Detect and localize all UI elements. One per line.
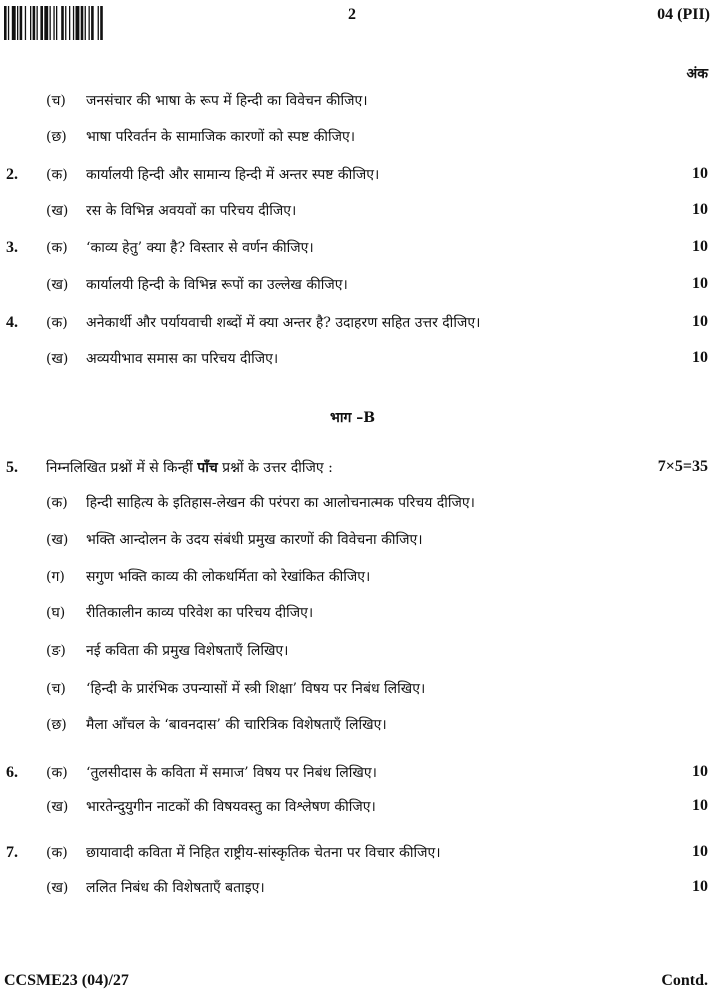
sub-question-label: (क) <box>46 240 68 256</box>
question-text: कार्यालयी हिन्दी और सामान्य हिन्दी में अन्तर स्पष्ट कीजिए। <box>86 167 380 183</box>
sub-question-label: (ख) <box>46 799 69 815</box>
intro-text: निम्नलिखित प्रश्नों में से किन्हीं <box>46 460 198 476</box>
question-number: 6. <box>6 764 18 781</box>
question-number: 4. <box>6 314 18 331</box>
section-title: भाग –B <box>330 410 376 426</box>
question-number: 7. <box>6 844 18 861</box>
question-text: अनेकार्थी और पर्यायवाची शब्दों में क्या अन्तर है? उदाहरण सहित उत्तर दीजिए। <box>86 315 481 331</box>
page-number: 2 <box>348 6 356 23</box>
question-row <box>0 310 716 338</box>
question-marks: 10 <box>692 238 708 255</box>
marks-heading: अंक <box>686 66 708 82</box>
question-text: भाषा परिवर्तन के सामाजिक कारणों को स्पष्ट कीजिए। <box>86 129 356 145</box>
question-row <box>0 760 716 788</box>
sub-question-label: (ग) <box>46 569 65 585</box>
question-text: हिन्दी साहित्य के इतिहास-लेखन की परंपरा का आलोचनात्मक परिचय दीजिए। <box>86 495 475 511</box>
question-text: रीतिकालीन काव्य परिवेश का परिचय दीजिए। <box>86 605 314 621</box>
question-row <box>0 198 716 226</box>
question-marks: 7×5=35 <box>657 458 708 475</box>
question-row <box>0 875 716 903</box>
question-text: रस के विभिन्न अवयवों का परिचय दीजिए। <box>86 203 297 219</box>
question-text: ‘तुलसीदास के कविता में समाज’ विषय पर निबंध लिखिए। <box>86 765 377 781</box>
question-marks: 10 <box>692 763 708 780</box>
sub-question-label: (घ) <box>46 605 66 621</box>
question-marks: 10 <box>692 843 708 860</box>
sub-question-label: (क) <box>46 845 68 861</box>
footer-contd: Contd. <box>661 972 708 989</box>
question-text: भारतेन्दुयुगीन नाटकों की विषयवस्तु का विश्लेषण कीजिए। <box>86 799 376 815</box>
list-item <box>0 638 716 666</box>
question-row <box>0 124 716 152</box>
question-marks: 10 <box>692 349 708 366</box>
question-text: मैला आँचल के ‘बावनदास’ की चारित्रिक विशेषताएँ लिखिए। <box>86 717 387 733</box>
sub-question-label: (ख) <box>46 203 69 219</box>
list-item <box>0 527 716 555</box>
question-number: 5. <box>6 459 18 476</box>
sub-question-label: (क) <box>46 765 68 781</box>
footer-code: CCSME23 (04)/27 <box>4 972 129 989</box>
question-text: सगुण भक्ति काव्य की लोकधर्मिता को रेखांकित कीजिए। <box>86 569 371 585</box>
list-item <box>0 712 716 740</box>
question-marks: 10 <box>692 275 708 292</box>
question-intro <box>46 458 333 477</box>
intro-text: प्रश्नों के उत्तर दीजिए : <box>217 460 333 476</box>
question-text: छायावादी कविता में निहित राष्ट्रीय-सांस्कृतिक चेतना पर विचार कीजिए। <box>86 845 441 861</box>
sub-question-label: (छ) <box>46 717 67 733</box>
question-text: ‘हिन्दी के प्रारंभिक उपन्यासों में स्त्री शिक्षा’ विषय पर निबंध लिखिए। <box>86 681 426 697</box>
question-text: नई कविता की प्रमुख विशेषताएँ लिखिए। <box>86 643 289 659</box>
sub-question-label: (ङ) <box>46 643 66 659</box>
question-marks: 10 <box>692 201 708 218</box>
question-text: ललित निबंध की विशेषताएँ बताइए। <box>86 880 265 896</box>
list-item <box>0 564 716 592</box>
question-row <box>0 840 716 868</box>
question-marks: 10 <box>692 165 708 182</box>
sub-question-label: (ख) <box>46 351 69 367</box>
question-row <box>0 88 716 116</box>
question-text: भक्ति आन्दोलन के उदय संबंधी प्रमुख कारणों की विवेचना कीजिए। <box>86 532 423 548</box>
question-text: ‘काव्य हेतु’ क्या है? विस्तार से वर्णन कीजिए। <box>86 240 314 256</box>
sub-question-label: (क) <box>46 167 68 183</box>
question-text: अव्ययीभाव समास का परिचय दीजिए। <box>86 351 279 367</box>
question-row <box>0 162 716 190</box>
list-item <box>0 490 716 518</box>
sub-question-label: (ख) <box>46 880 69 896</box>
question-row <box>0 272 716 300</box>
question-row <box>0 346 716 374</box>
sub-question-label: (च) <box>46 681 66 697</box>
paper-code: 04 (PII) <box>657 6 710 23</box>
sub-question-label: (क) <box>46 315 68 331</box>
question-row <box>0 455 716 483</box>
sub-question-label: (क) <box>46 495 68 511</box>
sub-question-label: (छ) <box>46 129 67 145</box>
barcode-image <box>4 6 172 40</box>
question-number: 3. <box>6 239 18 256</box>
question-marks: 10 <box>692 797 708 814</box>
sub-question-label: (ख) <box>46 277 69 293</box>
sub-question-label: (च) <box>46 93 66 109</box>
list-item <box>0 676 716 704</box>
question-number: 2. <box>6 166 18 183</box>
question-marks: 10 <box>692 313 708 330</box>
list-item <box>0 600 716 628</box>
question-text: जनसंचार की भाषा के रूप में हिन्दी का विवेचन कीजिए। <box>86 93 368 109</box>
question-text: कार्यालयी हिन्दी के विभिन्न रूपों का उल्लेख कीजिए। <box>86 277 348 293</box>
question-row <box>0 794 716 822</box>
question-marks: 10 <box>692 878 708 895</box>
question-row <box>0 235 716 263</box>
intro-emphasis: पाँच <box>197 460 218 476</box>
sub-question-label: (ख) <box>46 532 69 548</box>
